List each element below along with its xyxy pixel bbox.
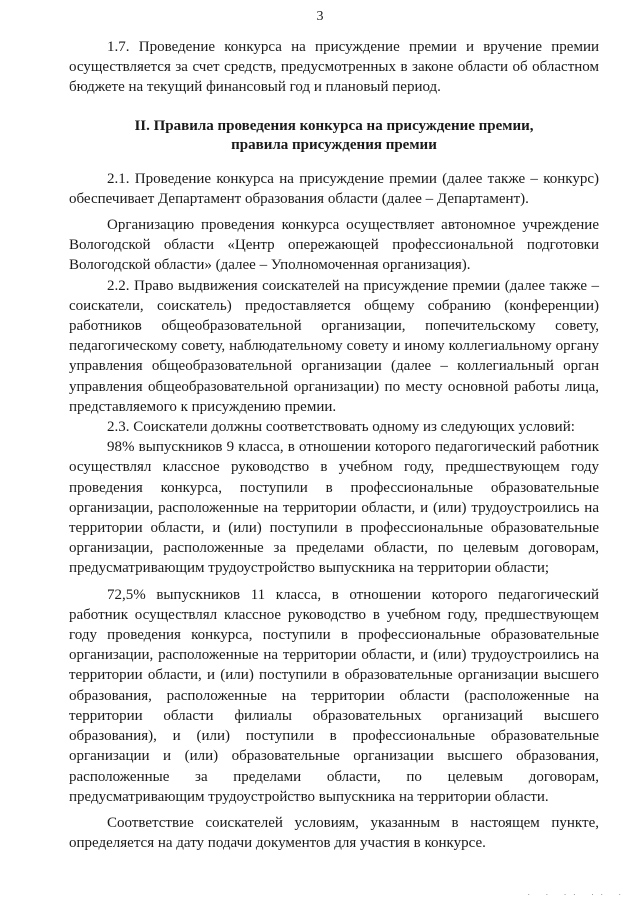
section-heading-line-2: правила присуждения премии <box>231 136 437 153</box>
section-heading <box>69 117 599 155</box>
section-heading-line-1: II. Правила проведения конкурса на присуждение премии, <box>134 117 534 134</box>
page-number: 3 <box>316 9 324 24</box>
footer-scan-marks: · · ·· ·· · <box>527 891 628 899</box>
paragraph-1-7: 1.7. Проведение конкурса на присуждение премии и вручение премии осуществляется за счет средств, предусмотренных в законе области об областном бюджете на текущий финансовый год и плановый период. <box>69 39 599 96</box>
paragraph-condition-11-class: 72,5% выпускников 11 класса, в отношении которого педагогический работник осуществлял классное руководство в учебном году, предшествующем году проведения конкурса, поступили в профессиональные образовательные организации, расположенные на территории области, и (или) трудоустроились на территории области, и (или) поступили в образовательные организации высшего образования, расположенные на территории области (расположенные на территории области филиалы образовательных организаций высшего образования), и (или) поступили в профессиональные образовательные организации и (или) образовательные организации высшего образования, расположенные за пределами области, по целевым договорам, предусматривающим трудоустройство выпускника на территории области. <box>69 586 599 805</box>
paragraph-2-3: 2.3. Соискатели должны соответствовать одному из следующих условий: <box>107 419 575 436</box>
paragraph-2-1: 2.1. Проведение конкурса на присуждение премии (далее также – конкурс) обеспечивает Департамент образования области (далее – Департамент). <box>69 170 599 207</box>
paragraph-organization: Организацию проведения конкурса осуществляет автономное учреждение Вологодской области «Центр опережающей профессиональной подготовки Вологодской области» (далее – Уполномоченная организация). <box>69 217 599 274</box>
paragraph-2-2: 2.2. Право выдвижения соискателей на присуждение премии (далее также – соискатели, соискатель) предоставляется общему собранию (конференции) работников общеобразовательной организации, попечительскому совету, педагогическому совету, наблюдательному совету и иному коллегиальному органу управления общеобразовательной организации (далее – коллегиальный орган управления общеобразовательной организации) по месту основной работы лица, представляемого к присуждению премии. <box>69 277 599 415</box>
paragraph-condition-9-class: 98% выпускников 9 класса, в отношении которого педагогический работник осуществлял классное руководство в учебном году, предшествующем году проведения конкурса, поступили в профессиональные образовательные организации, расположенные на территории области, и (или) трудоустроились на территории области, и (или) поступили в профессиональные образовательные организации, расположенные за пределами области, по целевым договорам, предусматривающим трудоустройство выпускника на территории области; <box>69 439 599 577</box>
document-body <box>69 37 599 853</box>
paragraph-conformity: Соответствие соискателей условиям, указанным в настоящем пункте, определяется на дату подачи документов для участия в конкурсе. <box>69 814 599 852</box>
